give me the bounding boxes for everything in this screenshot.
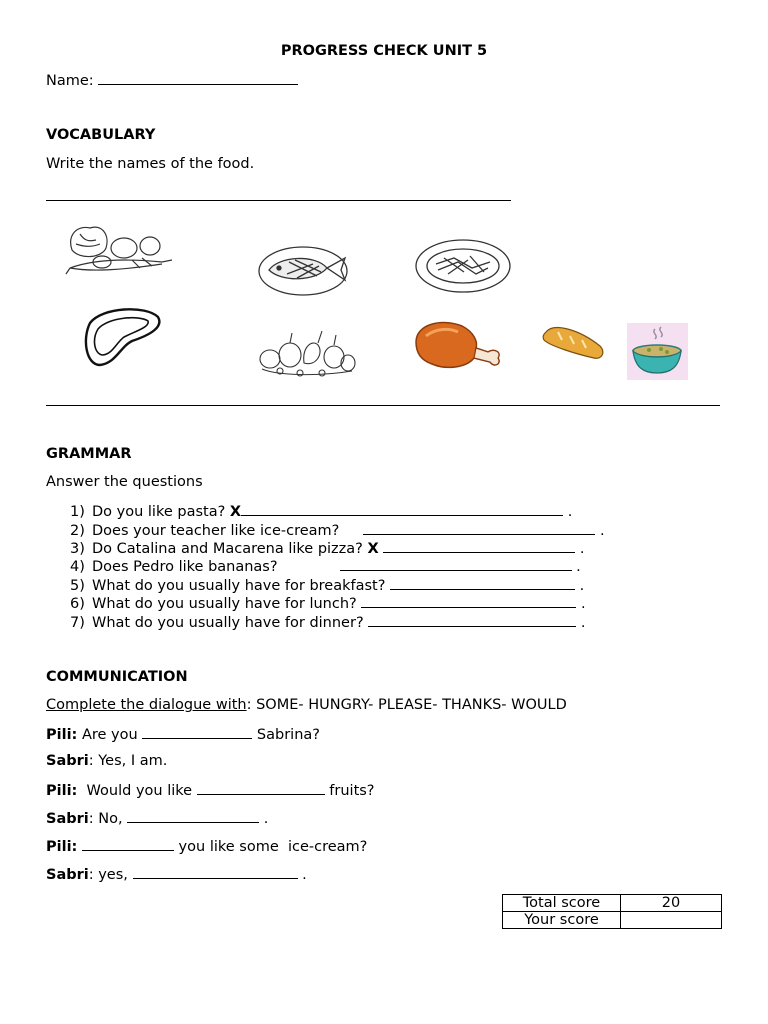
question-item (70, 557, 581, 575)
total-score-value: 20 (621, 895, 722, 912)
meat-steak-icon (80, 305, 164, 370)
vocabulary-answer-line-1[interactable] (46, 200, 511, 201)
dialogue-line (46, 837, 367, 855)
period: . (579, 541, 585, 557)
question-item (70, 576, 584, 594)
cross-mark: X (367, 541, 379, 557)
period: . (567, 504, 573, 520)
your-score-row (503, 912, 722, 929)
question-number: 7) (70, 615, 85, 631)
vegetables-icon (62, 220, 177, 282)
dialogue-line (46, 725, 320, 743)
total-score-row (503, 895, 722, 912)
dialogue-text: Are you (77, 727, 143, 743)
question-text: What do you usually have for dinner? (92, 615, 364, 631)
speaker-name: Pili: (46, 727, 78, 743)
question-text: Do you like pasta? (92, 504, 226, 520)
name-blank[interactable] (98, 71, 298, 85)
dialogue-line (46, 809, 268, 827)
answer-blank[interactable] (363, 521, 595, 535)
question-text: What do you usually have for lunch? (92, 596, 357, 612)
dialogue-text: fruits? (324, 783, 375, 799)
dialogue-line (46, 865, 307, 883)
answer-blank[interactable] (390, 576, 575, 590)
communication-heading: COMMUNICATION (46, 669, 188, 685)
vocabulary-answer-line-2[interactable] (46, 405, 720, 406)
dialogue-text: . (259, 811, 269, 827)
total-score-label: Total score (503, 895, 621, 912)
speaker-name: Sabri (46, 811, 89, 827)
pasta-plate-icon (414, 238, 512, 294)
question-number: 1) (70, 504, 85, 520)
dialogue-blank[interactable] (197, 781, 325, 795)
speaker-name: Pili: (46, 839, 78, 855)
period: . (580, 615, 586, 631)
dialogue-text: . (297, 867, 307, 883)
question-number: 4) (70, 559, 85, 575)
answer-blank[interactable] (383, 539, 575, 553)
period: . (576, 559, 581, 575)
question-number: 2) (70, 523, 85, 539)
question-item (70, 521, 605, 539)
answer-blank[interactable] (361, 594, 576, 608)
your-score-label: Your score (503, 912, 621, 929)
communication-instruction (46, 697, 567, 713)
dialogue-blank[interactable] (82, 837, 174, 851)
dialogue-text: : No, (88, 811, 128, 827)
answer-blank[interactable] (340, 557, 572, 571)
period: . (580, 596, 586, 612)
vocabulary-instruction: Write the names of the food. (46, 156, 255, 172)
question-item (70, 613, 585, 631)
question-item (70, 539, 585, 557)
question-text: What do you usually have for breakfast? (92, 578, 386, 594)
dialogue-blank[interactable] (142, 725, 252, 739)
chicken-leg-icon (410, 318, 505, 373)
soup-bowl-icon (627, 323, 688, 380)
speaker-name: Sabri (46, 867, 89, 883)
vocabulary-heading: VOCABULARY (46, 127, 156, 143)
your-score-value[interactable] (621, 912, 722, 929)
page-title: PROGRESS CHECK UNIT 5 (280, 43, 488, 59)
cross-mark: X (229, 504, 242, 520)
score-table (502, 894, 722, 929)
dialogue-text: : yes, (88, 867, 133, 883)
bread-icon (540, 320, 606, 362)
dialogue-text: Sabrina? (252, 727, 320, 743)
dialogue-blank[interactable] (127, 809, 259, 823)
question-number: 5) (70, 578, 85, 594)
question-item (70, 594, 586, 612)
question-item (70, 502, 572, 520)
question-text: Does your teacher like ice-cream? (92, 523, 340, 539)
answer-blank[interactable] (241, 502, 563, 516)
grammar-heading: GRAMMAR (46, 446, 132, 462)
dialogue-text: you like some ice-cream? (173, 839, 368, 855)
grammar-instruction: Answer the questions (46, 474, 203, 490)
dialogue-line (46, 781, 375, 799)
instruction-underlined: Complete the dialogue with (46, 697, 247, 713)
dialogue-blank[interactable] (133, 865, 298, 879)
dialogue-line (46, 753, 167, 769)
fruits-icon (256, 325, 356, 379)
word-bank: : SOME- HUNGRY- PLEASE- THANKS- WOULD (246, 697, 567, 713)
dialogue-text: : Yes, I am. (88, 753, 168, 769)
answer-blank[interactable] (368, 613, 576, 627)
speaker-name: Pili: (46, 783, 78, 799)
name-label: Name: (46, 73, 94, 89)
question-text: Does Pedro like bananas? (92, 559, 278, 575)
question-text: Do Catalina and Macarena like pizza? (92, 541, 363, 557)
question-number: 3) (70, 541, 85, 557)
period: . (599, 523, 605, 539)
period: . (579, 578, 585, 594)
dialogue-text: Would you like (77, 783, 197, 799)
name-row (46, 71, 298, 89)
speaker-name: Sabri (46, 753, 89, 769)
question-number: 6) (70, 596, 85, 612)
fish-plate-icon (257, 244, 352, 298)
